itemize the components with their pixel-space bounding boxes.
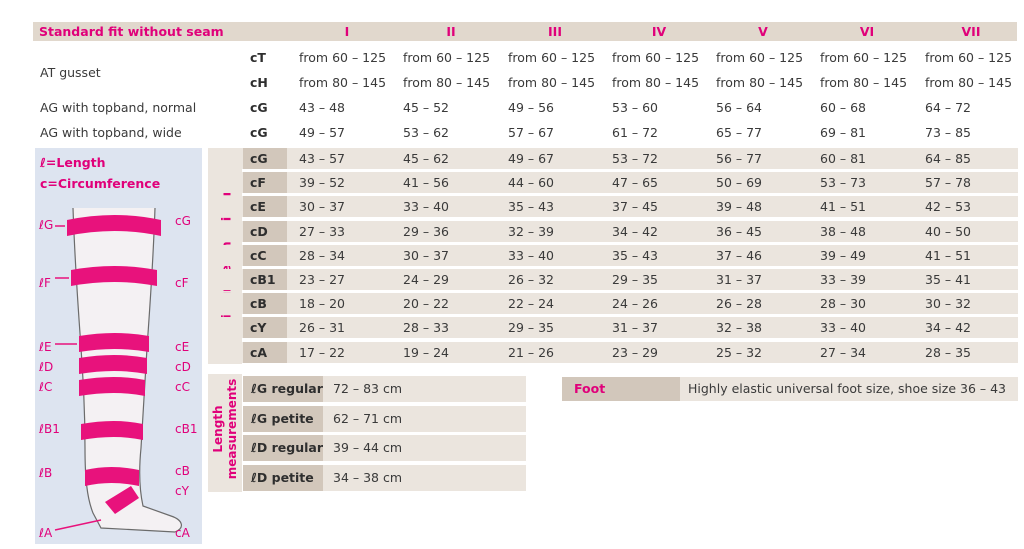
circumference-cell: 26 – 28 [716, 296, 763, 312]
length-row [243, 406, 526, 432]
top-row-cell: from 80 – 145 [403, 75, 491, 90]
leg-circumference-label: cE [175, 340, 190, 354]
circumference-cell: 33 – 39 [820, 272, 867, 287]
length-value: 62 – 71 cm [333, 410, 403, 426]
circumference-cell: 47 – 65 [612, 175, 659, 191]
leg-circumference-label: cC [175, 380, 190, 394]
top-row-cell: 43 – 48 [299, 100, 346, 115]
top-row-cell: from 60 – 125 [508, 50, 596, 65]
circumference-cell: 26 – 31 [299, 320, 346, 336]
top-row-cell: from 60 – 125 [299, 50, 387, 65]
circumference-cell: 30 – 32 [925, 296, 972, 312]
top-row-cell: from 60 – 125 [820, 50, 908, 65]
leg-length-label: ℓG [39, 218, 54, 232]
circumference-cell: 27 – 33 [299, 223, 346, 239]
circumference-cell: 39 – 48 [716, 199, 763, 215]
leg-circumference-label: cF [175, 276, 189, 290]
circumference-code: cY [250, 320, 267, 336]
circumference-cell: 33 – 40 [403, 199, 450, 215]
circumference-cell: 18 – 20 [299, 296, 346, 312]
circumference-code: cB1 [250, 272, 276, 287]
circumference-cell: 31 – 37 [612, 320, 659, 336]
top-row-cell: from 80 – 145 [820, 75, 908, 90]
legend-circumference: c=Circumference [40, 176, 161, 191]
circumference-cell: 28 – 33 [403, 320, 450, 336]
circumference-cell: 40 – 50 [925, 223, 972, 239]
circumference-cell: 17 – 22 [299, 344, 346, 360]
circumference-cell: 44 – 60 [508, 175, 555, 191]
length-row [243, 435, 526, 461]
circumference-cell: 23 – 29 [612, 344, 659, 360]
leg-circumference-label: cA [175, 526, 190, 540]
top-row-cell: 60 – 68 [820, 100, 867, 115]
circumference-cell: 36 – 45 [716, 223, 763, 239]
top-row-cell: 57 – 67 [508, 125, 555, 140]
leg-length-label: ℓD [39, 360, 54, 374]
top-row-cell: from 80 – 145 [716, 75, 804, 90]
top-row-cell: 69 – 81 [820, 125, 867, 140]
circumference-cell: 33 – 40 [820, 320, 867, 336]
circumference-cell: 49 – 67 [508, 151, 555, 166]
circumference-cell: 39 – 49 [820, 247, 867, 263]
length-label: ℓD petite [243, 465, 323, 491]
circumference-cell: 27 – 34 [820, 344, 867, 360]
top-row-cell: 45 – 52 [403, 100, 450, 115]
top-row-code: cG [250, 100, 268, 115]
top-row-cell: 64 – 72 [925, 100, 972, 115]
top-row-cell: from 60 – 125 [925, 50, 1013, 65]
circumference-cell: 57 – 78 [925, 175, 972, 191]
size-label-3: III [548, 24, 562, 39]
circumference-cell: 37 – 46 [716, 247, 763, 263]
leg-circumference-label: cD [175, 360, 191, 374]
leg-diagram-panel [35, 148, 202, 544]
length-title-line1: Length [211, 405, 225, 453]
circumference-cell: 35 – 43 [612, 247, 659, 263]
circumference-cell: 29 – 35 [508, 320, 555, 336]
top-row-cell: 73 – 85 [925, 125, 972, 140]
size-label-5: V [758, 24, 768, 39]
length-label: ℓG petite [243, 406, 323, 432]
circumference-code: cD [250, 223, 268, 239]
length-row [243, 376, 526, 402]
leg-length-label: ℓC [39, 380, 53, 394]
foot-value: Highly elastic universal foot size, shoe size 36 – 43 [688, 381, 1007, 396]
circumference-cell: 32 – 39 [508, 223, 555, 239]
length-value: 39 – 44 cm [333, 440, 403, 455]
top-row-cell: 49 – 56 [508, 100, 555, 115]
circumference-cell: 32 – 38 [716, 320, 763, 336]
leg-circumference-label: cB1 [175, 422, 198, 436]
top-row-cell: from 60 – 125 [612, 50, 700, 65]
foot-label: Foot [562, 377, 680, 401]
top-row-label-topband-normal: AG with topband, normal [40, 100, 197, 115]
leg-circumference-label: cY [175, 484, 189, 498]
length-label: ℓD regular [243, 435, 323, 461]
top-row-cell: from 80 – 145 [612, 75, 700, 90]
circumference-cell: 45 – 62 [403, 151, 450, 166]
circumference-code: cG [250, 151, 268, 166]
foot-row [562, 377, 1018, 401]
circumference-cell: 26 – 32 [508, 272, 555, 287]
length-row [243, 465, 526, 491]
circumference-cell: 34 – 42 [612, 223, 659, 239]
top-row-code: cT [250, 50, 266, 65]
circumference-cell: 50 – 69 [716, 175, 763, 191]
circumference-cell: 21 – 26 [508, 344, 555, 360]
leg-length-label: ℓE [39, 340, 52, 354]
circumference-cell: 60 – 81 [820, 151, 867, 166]
circumference-cell: 24 – 26 [612, 296, 659, 312]
circumference-cell: 41 – 51 [820, 199, 867, 215]
top-row-cell: from 60 – 125 [716, 50, 804, 65]
length-label: ℓG regular [243, 376, 323, 402]
circumference-cell: 29 – 35 [612, 272, 659, 287]
size-label-4: IV [651, 24, 667, 39]
circumference-cell: 39 – 52 [299, 175, 346, 191]
circumference-cell: 31 – 37 [716, 272, 763, 287]
circumference-cell: 24 – 29 [403, 272, 450, 287]
leg-length-label: ℓB1 [39, 422, 60, 436]
circumference-cell: 34 – 42 [925, 320, 972, 336]
leg-length-label: ℓF [39, 276, 51, 290]
circumference-cell: 30 – 37 [403, 247, 450, 263]
circumference-cell: 41 – 56 [403, 175, 450, 191]
circumference-code: cF [250, 175, 266, 191]
length-title-line2: measurements [225, 378, 239, 480]
top-row-cell: from 60 – 125 [403, 50, 491, 65]
top-row-cell: 53 – 62 [403, 125, 450, 140]
top-row-cell: 65 – 77 [716, 125, 763, 140]
circumference-cell: 19 – 24 [403, 344, 450, 360]
top-row-cell: from 80 – 145 [508, 75, 596, 90]
top-row-label-topband-wide: AG with topband, wide [40, 125, 182, 140]
circumference-cell: 28 – 35 [925, 344, 972, 360]
circumference-cell: 28 – 30 [820, 296, 867, 312]
size-label-7: VII [961, 24, 981, 39]
circumference-cell: 30 – 37 [299, 199, 346, 215]
circumference-cell: 41 – 51 [925, 247, 972, 263]
top-row-cell: 56 – 64 [716, 100, 763, 115]
circumference-cell: 29 – 36 [403, 223, 450, 239]
length-value: 72 – 83 cm [333, 381, 403, 396]
circumference-code: cE [250, 199, 266, 215]
circumference-cell: 22 – 24 [508, 296, 555, 312]
top-row-cell: 49 – 57 [299, 125, 346, 140]
leg-circumference-label: cB [175, 464, 190, 478]
top-row-cell: 53 – 60 [612, 100, 659, 115]
size-label-2: II [446, 24, 456, 39]
circumference-cell: 35 – 43 [508, 199, 555, 215]
circumference-cell: 64 – 85 [925, 151, 972, 166]
size-label-1: I [344, 24, 350, 39]
circumference-cell: 23 – 27 [299, 272, 346, 287]
top-row-cell: from 80 – 145 [925, 75, 1013, 90]
size-label-6: VI [859, 24, 875, 39]
legend-length: ℓ=Length [40, 155, 106, 170]
circumference-cell: 37 – 45 [612, 199, 659, 215]
circumference-cell: 20 – 22 [403, 296, 450, 312]
circumference-cell: 35 – 41 [925, 272, 972, 287]
leg-length-label: ℓB [39, 466, 53, 480]
circumference-code: cA [250, 344, 268, 360]
circumference-cell: 53 – 73 [820, 175, 867, 191]
length-title [211, 374, 239, 484]
size-header-band [33, 22, 1017, 41]
top-row-cell: 61 – 72 [612, 125, 659, 140]
circumference-code: cC [250, 247, 267, 263]
circumference-cell: 43 – 57 [299, 151, 346, 166]
circumference-cell: 33 – 40 [508, 247, 555, 263]
circumference-cell: 56 – 77 [716, 151, 763, 166]
circumference-cell: 53 – 72 [612, 151, 659, 166]
top-row-label-at-gusset: AT gusset [40, 65, 101, 80]
circumference-cell: 25 – 32 [716, 344, 763, 360]
leg-length-label: ℓA [39, 526, 53, 540]
circumference-cell: 28 – 34 [299, 247, 346, 263]
top-row-code: cG [250, 125, 268, 140]
leg-circumference-label: cG [175, 214, 191, 228]
table-title: Standard fit without seam [39, 24, 224, 39]
circumference-cell: 38 – 48 [820, 223, 867, 239]
circumference-code: cB [250, 296, 267, 312]
top-row-cell: from 80 – 145 [299, 75, 387, 90]
top-row-code: cH [250, 75, 268, 90]
circumference-cell: 42 – 53 [925, 199, 972, 215]
length-value: 34 – 38 cm [333, 469, 403, 485]
